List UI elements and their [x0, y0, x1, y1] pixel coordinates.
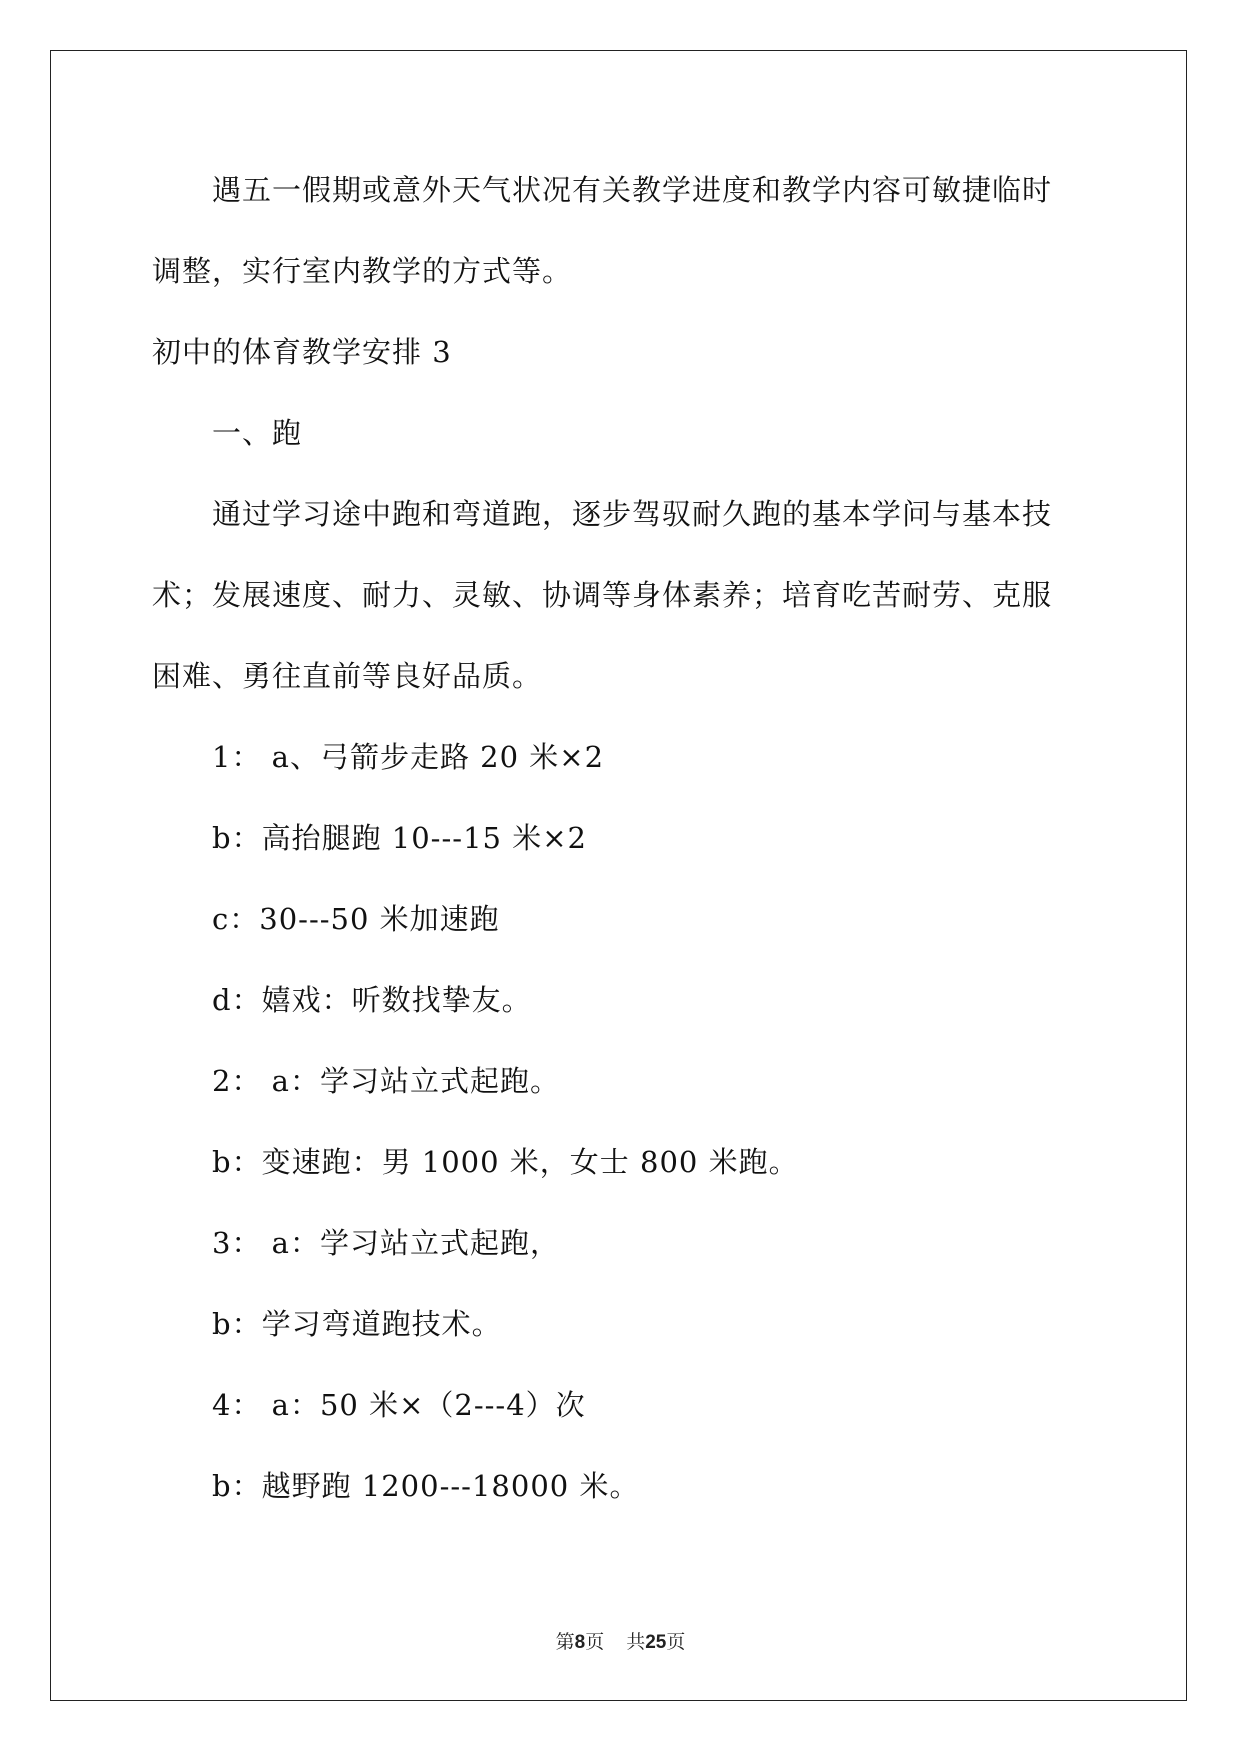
page-number: 8: [574, 1632, 586, 1653]
section-heading: 初中的体育教学安排 3: [152, 335, 452, 369]
list-item: b：学习弯道跑技术。: [212, 1307, 502, 1341]
total-pages: 25: [645, 1632, 667, 1653]
list-item: 4： a：50 米×（2---4）次: [212, 1388, 586, 1422]
paragraph-line: 困难、勇往直前等良好品质。: [152, 659, 543, 693]
list-item: b：高抬腿跑 10---15 米×2: [212, 821, 587, 855]
total-pages-prefix: 共: [626, 1631, 646, 1653]
list-item: 2： a：学习站立式起跑。: [212, 1064, 560, 1098]
page-border: [50, 50, 1187, 1701]
total-pages-unit: 页: [666, 1631, 686, 1653]
list-item: c：30---50 米加速跑: [212, 902, 500, 936]
list-item: 1： a、弓箭步走路 20 米×2: [212, 740, 605, 774]
list-item: b：越野跑 1200---18000 米。: [212, 1469, 640, 1503]
paragraph-line: 通过学习途中跑和弯道跑，逐步驾驭耐久跑的基本学问与基本技: [212, 497, 1053, 531]
page-number-prefix: 第: [555, 1631, 575, 1653]
paragraph-line: 调整，实行室内教学的方式等。: [152, 254, 573, 288]
list-item: 3： a：学习站立式起跑，: [212, 1226, 560, 1260]
paragraph-line: 术；发展速度、耐力、灵敏、协调等身体素养；培育吃苦耐劳、克服: [152, 578, 1053, 612]
page-footer: [0, 1630, 1241, 1655]
subsection-heading: 一、跑: [212, 416, 303, 450]
list-item: b：变速跑：男 1000 米，女士 800 米跑。: [212, 1145, 799, 1179]
paragraph-line: 遇五一假期或意外天气状况有关教学进度和教学内容可敏捷临时: [212, 173, 1053, 207]
list-item: d：嬉戏：听数找挚友。: [212, 983, 532, 1017]
page-number-unit: 页: [585, 1631, 605, 1653]
